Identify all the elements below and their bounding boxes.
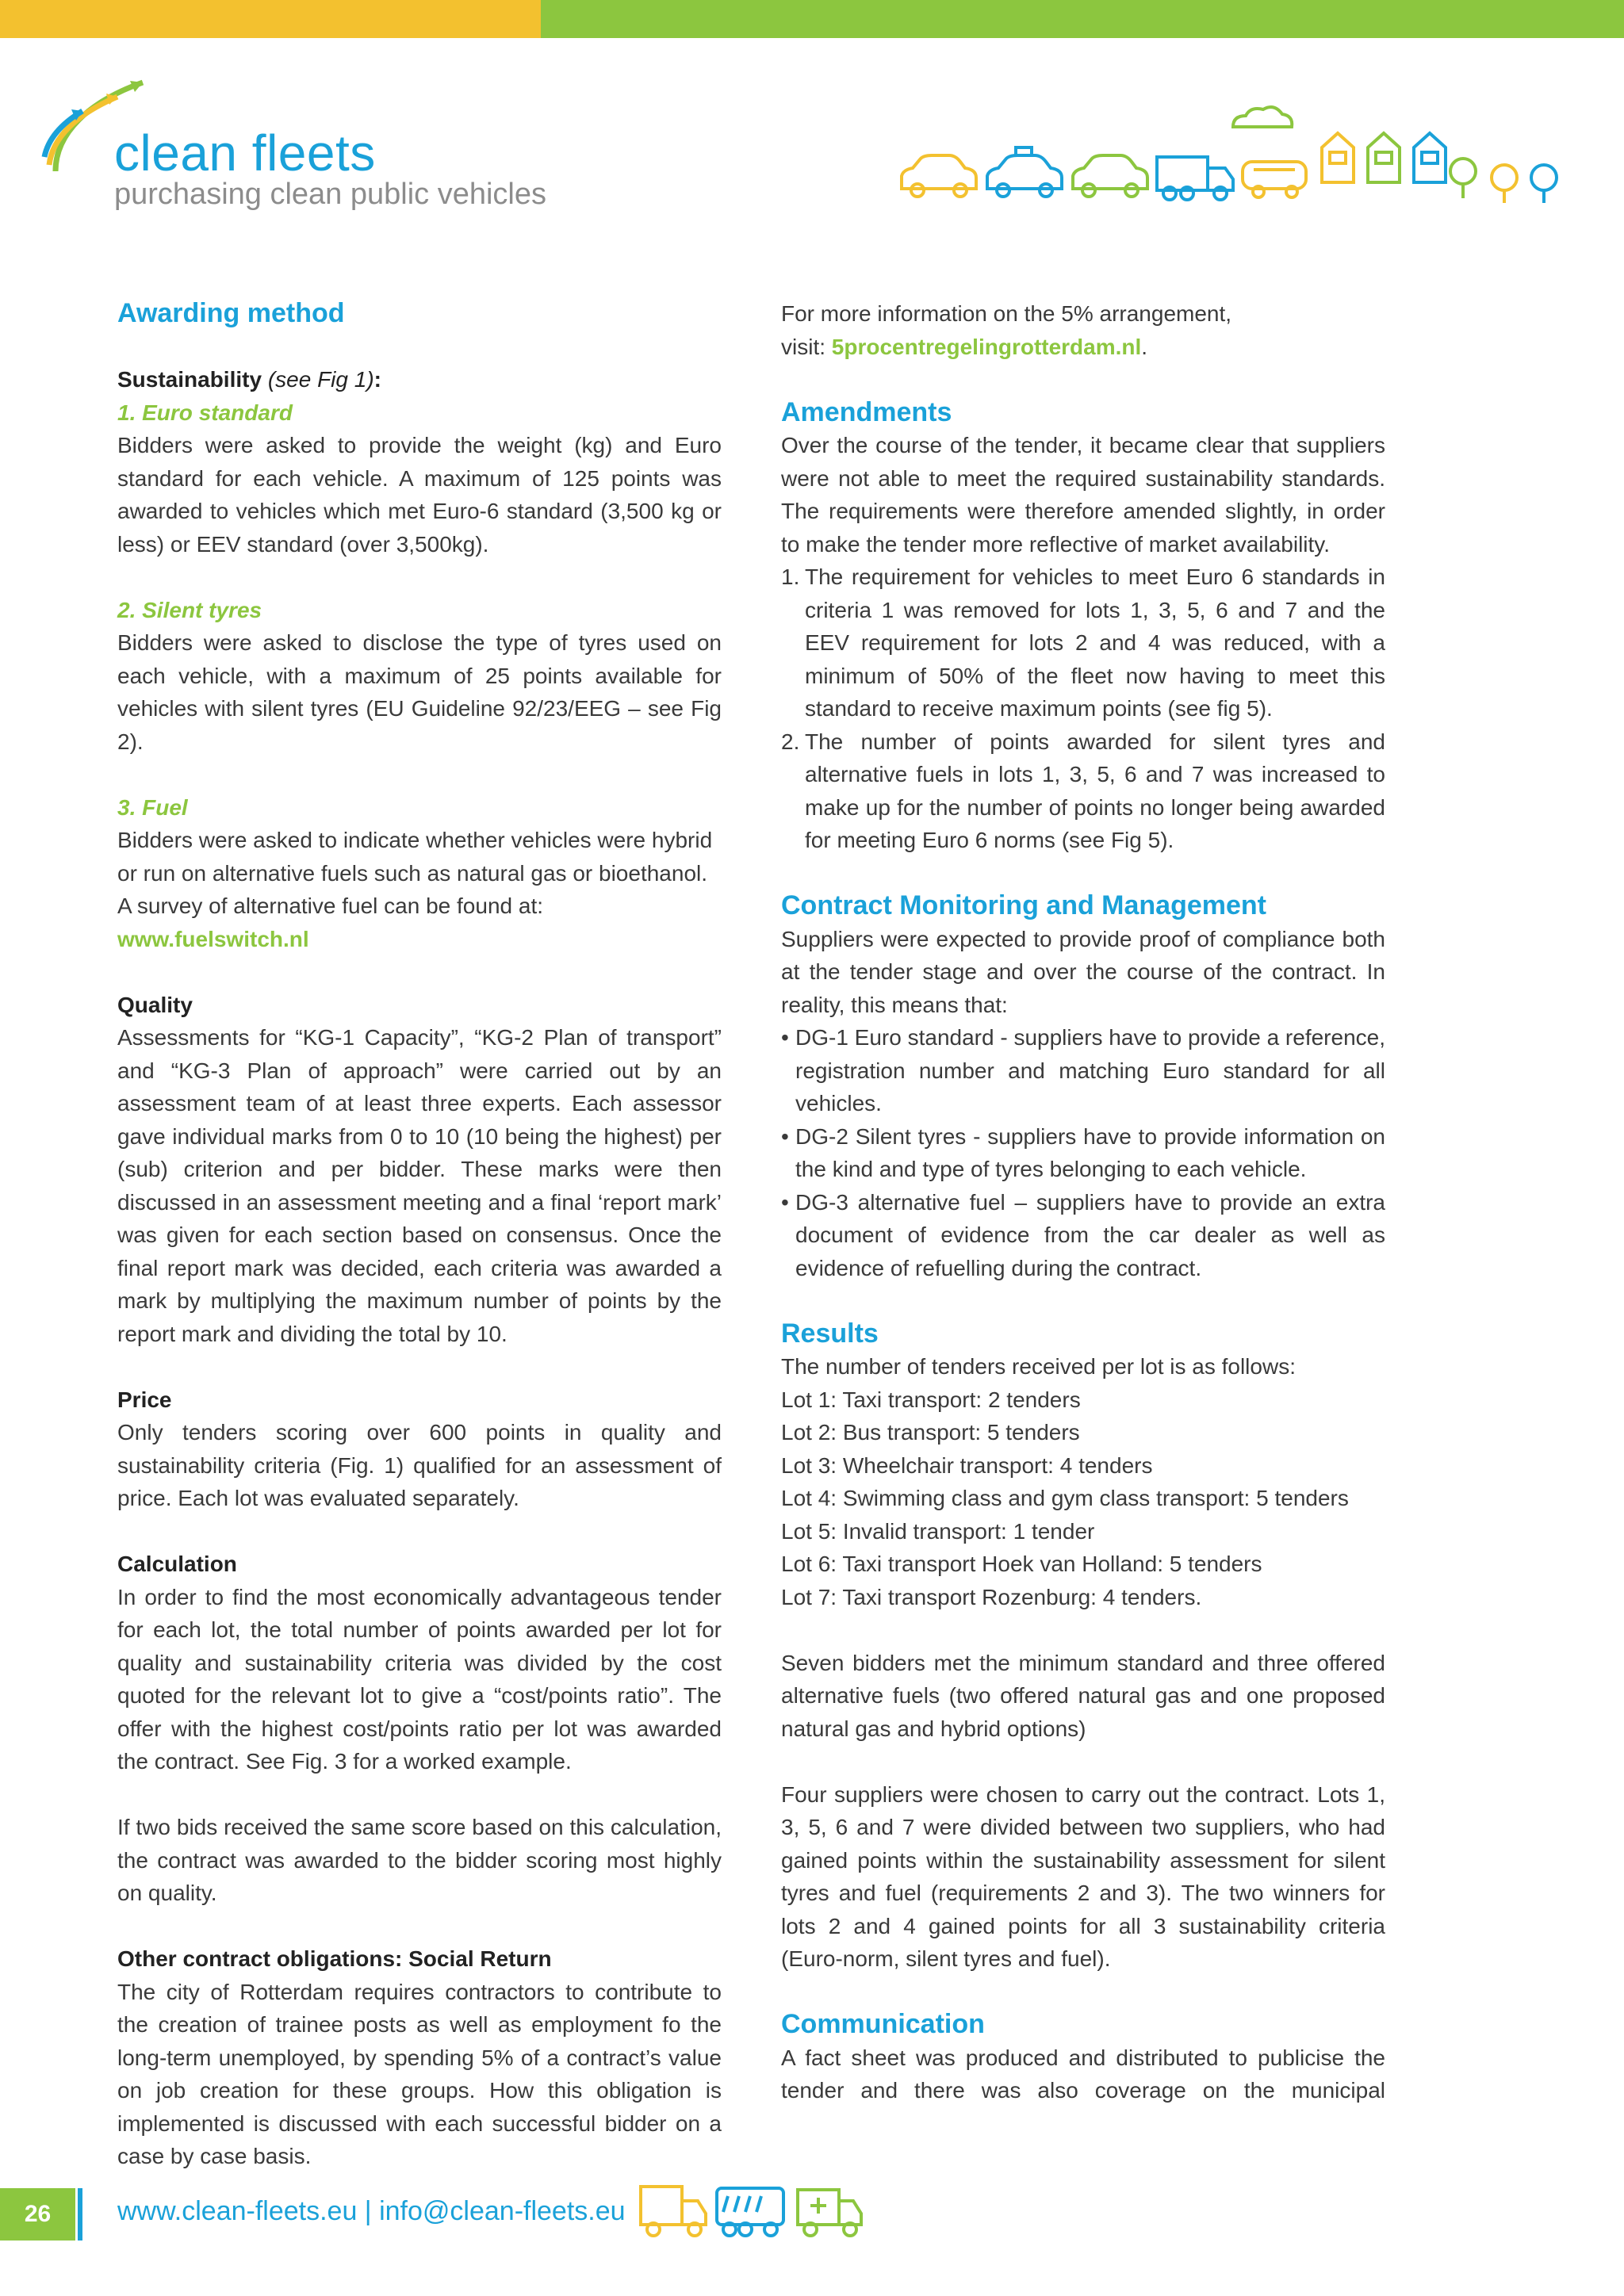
results-bidders-text: Seven bidders met the minimum standard and three offered alternative fuels (two offered natural gas and one proposed natural gas and hybrid options) [781, 1650, 1385, 1741]
results-heading: Results [781, 1318, 879, 1349]
lot-line: Lot 3: Wheelchair transport: 4 tenders [781, 1452, 1153, 1478]
five-percent-info-line: For more information on the 5% arrangement, [781, 301, 1232, 326]
quality-text: Assessments for “KG-1 Capacity”, “KG-2 Plan of transport” and “KG-3 Plan of approach” were carried out by an assessment team of at least three experts. Each assessor gave individual marks from 0 to 10 (10 being the highest) per (sub) criterion and per bidder. These marks were then discussed in an assessment meeting and a final ‘report mark’ was given for each section based on consensus. Once the final report mark was decided, each criteria was awarded a mark by multiplying the maximum number of points by the report mark and dividing the total by 10. [117, 1025, 722, 1346]
monitoring-bullet-item [781, 1021, 1385, 1120]
amendment-text: The requirement for vehicles to meet Euro 6 standards in criteria 1 was removed for lots 1, 3, 5, 6 and 7 and the EEV requirement for lots 2 and 4 was reduced, with a minimum of 50% of the fleet now having to meet this standard to receive maximum points (see fig 5). [805, 564, 1385, 721]
amendment-number: 1. [781, 564, 800, 589]
taxi-icon [987, 147, 1062, 197]
bullet-glyph: • [781, 1123, 789, 1149]
truck-icon [1157, 157, 1233, 200]
fuel-heading: 3. Fuel [117, 794, 188, 820]
top-bar-yellow [0, 0, 541, 38]
amendment-text: The number of points awarded for silent tyres and alternative fuels in lots 1, 3, 5, 6 and 7 was increased to make up for the number of points no longer being awarded for meeting Euro 6 norms (see Fig 5). [805, 729, 1385, 852]
logo-title: clean fleets [114, 124, 376, 182]
tree-icon [1531, 165, 1557, 203]
lot-line: Lot 4: Swimming class and gym class transport: 5 tenders [781, 1486, 1349, 1510]
vehicle-illustration-strip [892, 95, 1574, 214]
footer-contact[interactable]: www.clean-fleets.eu | info@clean-fleets.eu [117, 2196, 626, 2226]
five-percent-link[interactable]: 5procentregelingrotterdam.nl [831, 334, 1142, 359]
car-icon [1073, 155, 1147, 197]
house-icon [1414, 133, 1446, 182]
amendments-text: Over the course of the tender, it became clear that suppliers were not able to meet the required sustainability standards. The requirements were therefore amended slightly, in order to make the tender more reflective of market availability. [781, 433, 1385, 557]
amendment-item [781, 561, 1385, 725]
cloud-icon [1233, 107, 1292, 127]
bullet-text: DG-1 Euro standard - suppliers have to provide a reference, registration number and matching Euro standard for all vehicles. [795, 1025, 1385, 1115]
visit-label: visit: [781, 334, 832, 359]
footer-divider [78, 2188, 82, 2241]
amendment-item [781, 725, 1385, 857]
amendments-heading: Amendments [781, 396, 952, 427]
social-return-heading: Other contract obligations: Social Return [117, 1946, 552, 1971]
communication-text: A fact sheet was produced and distributed to publicise the tender and there was also coverage on the municipal [781, 2045, 1385, 2103]
top-bar-green [541, 0, 1624, 38]
calculation-heading: Calculation [117, 1552, 237, 1576]
fuel-link-line [117, 923, 722, 956]
lot-line: Lot 5: Invalid transport: 1 tender [781, 1518, 1095, 1544]
bullet-glyph: • [781, 1025, 789, 1050]
bus-icon [717, 2188, 783, 2236]
tree-icon [1492, 165, 1517, 203]
house-icon [1322, 133, 1354, 182]
calculation-text: In order to find the most economically advantageous tender for each lot, the total number of points awarded per lot for quality and sustainability criteria was divided by the cost quoted for the relevant lot to give a “cost/points ratio”. The offer with the highest cost/points ratio per lot was awarded the contract. See Fig. 3 for a worked example. [117, 1584, 722, 1774]
truck-icon [641, 2187, 706, 2236]
lot-line: Lot 1: Taxi transport: 2 tenders [781, 1387, 1081, 1412]
house-icon [1368, 133, 1400, 182]
lot-line: Lot 2: Bus transport: 5 tenders [781, 1420, 1080, 1445]
sustainability-fig-ref: (see Fig 1) [267, 367, 374, 392]
calculation-tie-text: If two bids received the same score based on this calculation, the contract was awarded to the bidder scoring most highly on quality. [117, 1815, 722, 1905]
fuel-text: Bidders were asked to indicate whether vehicles were hybrid or run on alternative fuels such as natural gas or bioethanol. A survey of alternative fuel can be found at: [117, 828, 713, 918]
ambulance-icon [798, 2190, 861, 2236]
sustainability-heading [117, 363, 722, 396]
bullet-text: DG-2 Silent tyres - suppliers have to provide information on the kind and type of tyres belonging to each vehicle. [795, 1123, 1385, 1181]
car-icon [902, 155, 976, 197]
amendment-number: 2. [781, 729, 800, 754]
contract-monitoring-text: Suppliers were expected to provide proof of compliance both at the tender stage and over the course of the contract. In reality, this means that: [781, 926, 1385, 1017]
tree-icon [1450, 159, 1476, 198]
visit-period: . [1141, 334, 1148, 359]
sustainability-label: Sustainability [117, 367, 262, 392]
left-column [117, 297, 722, 2173]
monitoring-bullet-item [781, 1186, 1385, 1285]
five-percent-visit-line [781, 331, 1385, 364]
communication-heading: Communication [781, 2009, 985, 2039]
euro-standard-text: Bidders were asked to provide the weight (kg) and Euro standard for each vehicle. A maximum of 125 points was awarded to vehicles which met Euro-6 standard (3,500 kg or less) or EEV standard (over 3,500kg). [117, 433, 722, 557]
social-return-text: The city of Rotterdam requires contractors to contribute to the creation of trainee posts as well as employment fo the long-term unemployed, by spending 5% of a contract’s value on job creation for these groups. How this obligation is implemented is discussed with each successful bidder on a case by case basis. [117, 1979, 722, 2168]
euro-standard-heading: 1. Euro standard [117, 400, 293, 425]
bullet-glyph: • [781, 1189, 789, 1215]
bullet-text: DG-3 alternative fuel – suppliers have to provide an extra document of evidence from the car dealer as well as evidence of refuelling during the contract. [795, 1189, 1385, 1280]
sustainability-colon: : [373, 367, 381, 392]
lot-line: Lot 6: Taxi transport Hoek van Holland: 5 tenders [781, 1552, 1262, 1576]
silent-tyres-text: Bidders were asked to disclose the type of tyres used on each vehicle, with a maximum of 25 points available for vehicles with silent tyres (EU Guideline 92/23/EEG – see Fig 2). [117, 630, 722, 754]
results-suppliers-text: Four suppliers were chosen to carry out the contract. Lots 1, 3, 5, 6 and 7 were divided between two suppliers, who had gained points within the sustainability assessment for silent tyres and fuel (requirements 2 and 3). The two winners for lots 2 and 4 gained points for all 3 sustainability criteria (Euro-norm, silent tyres and fuel). [781, 1781, 1385, 1971]
price-heading: Price [117, 1387, 172, 1412]
bus-icon [1243, 162, 1306, 197]
clean-fleets-logo [41, 78, 546, 220]
monitoring-bullet-item [781, 1120, 1385, 1186]
fuelswitch-link[interactable]: www.fuelswitch.nl [117, 926, 309, 951]
quality-heading: Quality [117, 992, 193, 1017]
silent-tyres-heading: 2. Silent tyres [117, 597, 262, 622]
price-text: Only tenders scoring over 600 points in quality and sustainability criteria (Fig. 1) qualified for an assessment of price. Each lot was evaluated separately. [117, 1420, 722, 1510]
awarding-method-heading: Awarding method [117, 298, 345, 328]
lot-line: Lot 7: Taxi transport Rozenburg: 4 tenders. [781, 1584, 1202, 1609]
footer-vehicle-icons [634, 2174, 872, 2245]
right-column [781, 297, 1385, 2107]
results-intro: The number of tenders received per lot is as follows: [781, 1354, 1296, 1379]
page-number: 26 [0, 2188, 75, 2241]
logo-tagline: purchasing clean public vehicles [114, 178, 546, 211]
contract-monitoring-heading: Contract Monitoring and Management [781, 890, 1266, 920]
